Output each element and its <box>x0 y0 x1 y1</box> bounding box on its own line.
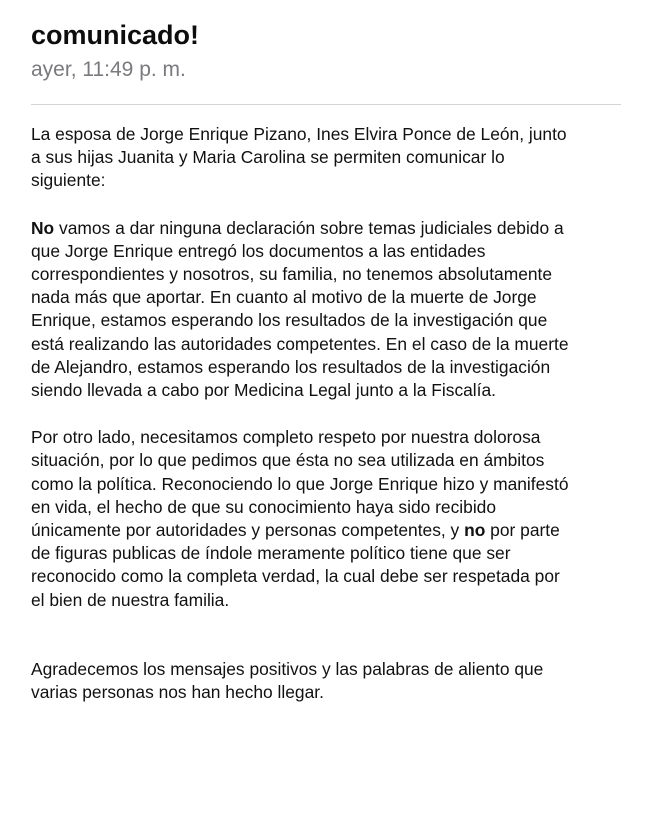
message-title: comunicado! <box>31 20 200 50</box>
text-line: el bien de nuestra familia. <box>31 589 230 610</box>
message-timestamp: ayer, 11:49 p. m. <box>31 58 186 81</box>
text-line: como la política. Reconociendo lo que Jorge Enrique hizo y manifestó <box>31 473 569 494</box>
text-line: en vida, el hecho de que su conocimiento haya sido recibido <box>31 496 497 517</box>
text-line: Por otro lado, necesitamos completo respeto por nuestra dolorosa <box>31 427 541 448</box>
text-span: únicamente por autoridades y personas competentes, y <box>31 520 465 541</box>
text-line: que Jorge Enrique entregó los documentos a las entidades <box>31 240 486 261</box>
text-line: nada más que aportar. En cuanto al motivo de la muerte de Jorge <box>31 287 537 308</box>
message-header <box>31 18 631 84</box>
text-line <box>31 519 626 542</box>
text-line: Enrique, estamos esperando los resultados de la investigación que <box>31 310 548 331</box>
text-line: varias personas nos han hecho llegar. <box>31 682 324 703</box>
text-span: por parte <box>485 520 560 541</box>
paragraph-thanks <box>31 658 626 704</box>
text-line: está realizando las autoridades competentes. En el caso de la muerte <box>31 333 569 354</box>
message-body <box>31 123 626 704</box>
text-line: de Alejandro, estamos esperando los resultados de la investigación <box>31 356 551 377</box>
paragraph-judicial <box>31 217 626 403</box>
text-line: Agradecemos los mensajes positivos y las palabras de aliento que <box>31 658 544 679</box>
text-line: La esposa de Jorge Enrique Pizano, Ines Elvira Ponce de León, junto <box>31 124 567 144</box>
text-line: siendo llevada a cabo por Medicina Legal junto a la Fiscalía. <box>31 380 497 401</box>
text-line: reconocido como la completa verdad, la cual debe ser respetada por <box>31 566 560 587</box>
text-line: siguiente: <box>31 170 106 191</box>
bold-emphasis: No <box>31 217 55 238</box>
text-line <box>31 217 626 240</box>
paragraph-intro <box>31 123 626 193</box>
text-line: a sus hijas Juanita y Maria Carolina se permiten comunicar lo <box>31 147 505 168</box>
text-line: de figuras publicas de índole meramente político tiene que ser <box>31 543 511 564</box>
text-line: correspondientes y nosotros, su familia, no tenemos absolutamente <box>31 264 553 285</box>
paragraph-respect <box>31 426 626 612</box>
text-span: vamos a dar ninguna declaración sobre temas judiciales debido a <box>54 217 564 238</box>
bold-emphasis: no <box>464 520 486 541</box>
header-divider <box>31 104 621 105</box>
text-line: situación, por lo que pedimos que ésta no sea utilizada en ámbitos <box>31 450 545 471</box>
